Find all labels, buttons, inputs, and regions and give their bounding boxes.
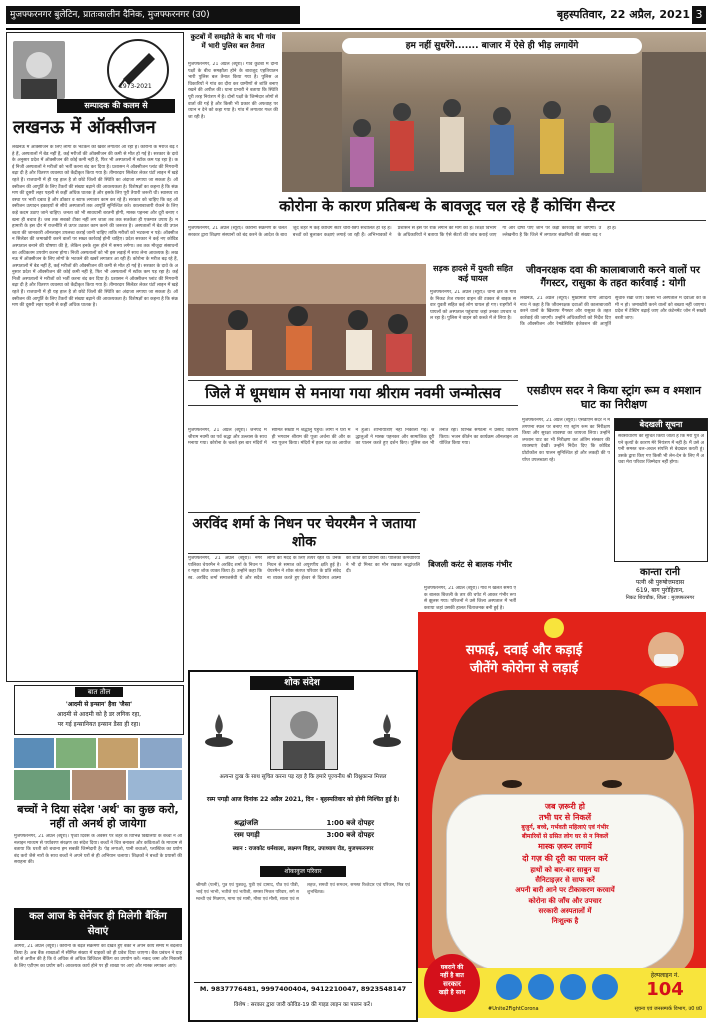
navami-headline: जिले में धूमधाम से मनाया गया श्रीराम नवमी जन्मोत्सव: [188, 380, 518, 406]
obituary-mourners-list: श्रीमती (पत्नी), पुत्र एवं पुत्रवधू, पुत्री एवं दामाद, पौत्र एवं पौत्री, भाई एवं भाभी, भतीजे एवं भतीजी, समस्त मित्तल परिवार, सगे सम्बन्धी एवं मित्रगण, मामा एवं मामी, मौसा एवं मौसी, साला एवं सलहज, समधी एवं समधन, समस्त रिश्तेदार एवं परिजन, मित्र एवं शुभचिंतक।: [196, 883, 410, 902]
child-photo-3: [98, 738, 138, 768]
ad-icon-mask: [528, 974, 554, 1000]
news1-body: मुजफ्फरनगर, 21 अप्रैल (ब्यूरो)। गांव कुटबा में दोनों पक्षों के बीच समझौता होने के बावजूद एहतियातन भारी पुलिस बल तैनात किया गया है। पुलिस अधिकारियों ने गांव का दौरा कर ग्रामीणों से शांति बनाए रखने की अपील की। थाना प्रभारी ने बताया कि स्थिति पूरी तरह नियंत्रण में है। दोनों पक्षों के जिम्मेदार लोगों से वार्ता की गई है और किसी भी प्रकार की अफवाह पर ध्यान न देने को कहा गया है। गांव में लगातार गश्त की जा रही है।: [188, 62, 278, 120]
mask-line: बीमारियों से ग्रसित लोग घर से न निकलें: [521, 833, 609, 840]
schedule-label: श्रद्धांजलि: [234, 819, 259, 827]
kanta-line-2: 619, बाग पुरोहितान,: [636, 587, 684, 594]
child-photo-6: [72, 770, 126, 800]
poem-title: बात तौल: [75, 687, 123, 697]
pooja-scene-illustration: [188, 264, 426, 376]
ad-bottom-strip: [418, 964, 706, 1018]
mask-line: सरकारी अस्पतालों में: [538, 907, 592, 915]
ad-hashtag: #Unite2FightCorona: [488, 1006, 539, 1012]
poem-line-3: पर गई इन्सानियत इन्सान डैसा ही रहा।: [57, 721, 141, 728]
obituary-date: रस्म पगड़ी आज दिनांक 22 अप्रैल 2021, दिन - बृहस्पतिवार को होनी निश्चित हुई है।: [206, 796, 400, 803]
editor-photo: [13, 41, 65, 99]
arvind-body: मुजफ्फरनगर, 21 अप्रैल (ब्यूरो)। नगर पालिका चेयरमैन ने अरविंद शर्मा के निधन पर गहरा शोक व्यक्त किया है। उन्होंने कहा कि स्व. अरविंद शर्मा समाजसेवी थे और सदैव लोगों की मदद के लिए तत्पर रहते थे। उनके निधन से समाज को अपूरणीय क्षति हुई है। चेयरमैन ने शोक संतप्त परिवार के प्रति संवेदना व्यक्त करते हुए ईश्वर से दिवंगत आत्मा की शांति की प्रार्थना की। पालिका कर्मचारियों ने भी दो मिनट का मौन रखकर श्रद्धांजलि दी।: [188, 556, 420, 581]
lamp-right-icon: [370, 708, 404, 756]
page-number: 3: [692, 6, 706, 24]
obituary-footer: विशेष : सरकार द्वारा जारी कोविड-19 की गाइड लाइन का पालन करें।: [233, 1002, 373, 1008]
ad-badge: [424, 954, 480, 1012]
schedule-value: 1:00 बजे दोपहर: [326, 819, 374, 827]
cm-photo: [628, 622, 702, 706]
child-photo-2: [56, 738, 96, 768]
bottom-left-body: आगरा, 21 अप्रैल (ब्यूरो)। कोरोना के बढ़ते संक्रमण को देखते हुए बैंकों ने अपने कार्य समय में बदलाव किया है। अब बैंक शाखाओं में सीमित संख्या में ग्राहकों को ही प्रवेश दिया जाएगा। बैंक प्रबंधन ने ग्राहकों से अपील की है कि वे अधिक से अधिक डिजिटल बैंकिंग का उपयोग करें। नकद जमा और निकासी के लिए एटीएम का प्रयोग करें। आवश्यक कार्य होने पर ही शाखा पर आएं और मास्क लगाकर आएं।: [14, 944, 182, 969]
obituary-venue: स्थान : राजकोट धर्मशाला, लक्ष्मण विहार, उपाध्याय रोड, मुजफ्फरनगर: [232, 846, 374, 852]
accident-body: मुजफ्फरनगर, 21 अप्रैल (ब्यूरो)। थाना क्षेत्र के गांव के निकट तेज रफ्तार वाहन की टक्कर से बाइक सवार युवती सहित कई लोग घायल हो गए। राहगीरों ने घायलों को अस्पताल पहुंचाया जहां उनका उपचार चल रहा है। पुलिस ने वाहन को कब्जे में ले लिया है।: [430, 290, 516, 322]
badge-line: घबराने की: [440, 964, 464, 971]
mask-line: हाथों को बार-बार साबुन या: [530, 866, 600, 874]
navami-body: मुजफ्फरनगर, 21 अप्रैल (ब्यूरो)। जनपद में श्रीराम नवमी का पर्व श्रद्धा और उल्लास के साथ मनाया गया। कोरोना के चलते इस बार मंदिरों में सीमित संख्या में श्रद्धालु पहुंचे। लोगों ने घरों में ही भगवान श्रीराम की पूजा अर्चना की और कन्या पूजन किया। मंदिरों में हवन यज्ञ का आयोजन हुआ। शोभायात्राएं नहीं निकाली गईं। श्रद्धालुओं ने मास्क पहनकर और सामाजिक दूरी का पालन करते हुए दर्शन किए। पुलिस बल भी तैनात रहा। विभिन्न संगठनों ने प्रसाद वितरण किया। भजन कीर्तन का कार्यक्रम ऑनलाइन आयोजित किया गया।: [188, 428, 518, 447]
child-photo-1: [14, 738, 54, 768]
obituary-mourners-title: शोकाकुल परिवार: [260, 866, 346, 877]
mask-line: मास्क ज़रूर लगायें: [538, 842, 592, 851]
notice-box: [614, 418, 708, 562]
accident-photo: [188, 264, 426, 376]
ad-emblem-icon: [544, 618, 564, 638]
market-photo: [282, 32, 706, 192]
yogi-headline: जीवनरक्षक दवा की कालाबाजारी करने वालों पर गैंगस्टर, रासुका के तहत कार्रवाई : योगी: [526, 265, 700, 289]
bottom-left-headline: कल आज के सेनेंजर ही मिलेगी बैंकिंग सेवाएं: [29, 911, 167, 937]
masthead-title: मुजफ्फरनगर बुलेटिन, प्रातःकालीन दैनिक, मुजफ्फरनगर (उ0): [6, 6, 300, 24]
issue-date: बृहस्पतिवार, 22 अप्रैल, 2021: [556, 8, 690, 21]
bijli-body: मुजफ्फरनगर, 21 अप्रैल (ब्यूरो)। गांव में खेलते समय एक बालक बिजली के तार की चपेट में आकर गंभीर रूप से झुलस गया। परिजनों ने उसे जिला अस्पताल में भर्ती कराया जहां उसकी हालत चिंताजनक बनी हुई है।: [424, 586, 516, 611]
kanta-line-1: पत्नी श्री पुरुषोत्तमदास: [635, 579, 685, 586]
mask-line: बुजुर्ग, बच्चे, गर्भवती महिलाएं एवं गंभीर: [521, 824, 609, 831]
mask-line: कोरोना की जाँच और उपचार: [528, 897, 602, 905]
deceased-photo: [270, 696, 338, 770]
obituary-schedule: [234, 818, 374, 841]
coaching-headline: कोरोना के कारण प्रतिबन्ध के बावजूद चल रहे हैं कोचिंग सैन्टर: [188, 196, 706, 221]
coaching-body: मुजफ्फरनगर, 21 अप्रैल (ब्यूरो)। कोरोना संक्रमण के चलते सरकार द्वारा शिक्षण संस्थानों को बंद करने के आदेश के बावजूद शहर में कई कोचिंग सेंटर चोरी-छिपे संचालित हो रहे हैं। बच्चों को बुलाकर कक्षाएं लगाई जा रही हैं। अभिभावकों ने प्रशासन से इस पर रोक लगाने की मांग की है। शिक्षा विभाग के अधिकारियों ने बताया कि ऐसे सेंटरों की जांच कराई जाएगी और दोषी पाए जाने पर कड़ी कार्रवाई की जाएगी। उल्लेखनीय है कि जिले में लगातार संक्रमितों की संख्या बढ़ रही है।: [188, 226, 617, 238]
children-body: मुजफ्फरनगर, 21 अप्रैल (ब्यूरो)। पृथ्वी दिवस के अवसर पर शहर के विभिन्न विद्यालयों के बच्चों ने ऑनलाइन माध्यम से पर्यावरण संरक्षण का संदेश दिया। बच्चों ने चित्र बनाकर और कविताओं के माध्यम से बताया कि धरती को बचाना हम सबकी जिम्मेदारी है। पेड़ लगाओ, पानी बचाओ, प्लास्टिक का प्रयोग बंद करो जैसे नारों के साथ बच्चों ने अपने घरों से ही अभियान चलाया। शिक्षकों ने बच्चों के प्रयासों की सराहना की।: [14, 834, 182, 866]
notice-title: बेदखली सूचना: [615, 419, 707, 431]
crowd-illustration: [282, 32, 706, 192]
poem-box: [14, 685, 184, 735]
mask-line: दो गज़ की दूरी का पालन करें: [522, 854, 608, 863]
child-eye-left: [502, 780, 522, 788]
schedule-value: 3:00 बजे दोपहर: [326, 831, 374, 839]
helpline-number: 104: [646, 979, 684, 1000]
obituary-title: शोक संदेश: [250, 676, 354, 690]
editorial-box: [6, 32, 184, 682]
mask-line: तभी घर से निकलें: [538, 813, 592, 822]
children-photos: [14, 738, 182, 800]
notice-body: सर्वसाधारण को सूचित किया जाता है कि मेरा पुत्र अपने कृत्यों के कारण मेरे नियंत्रण में नहीं है। मैं उसे अपनी समस्त चल-अचल संपत्ति से बेदखल करती हूं। उसके द्वारा किए गए किसी भी लेन-देन के लिए मैं अथवा मेरा परिवार जिम्मेदार नहीं होगा।: [618, 434, 704, 466]
deceased-portrait-icon: [271, 697, 337, 769]
masthead-strip: [6, 4, 706, 30]
arvind-headline: अरविंद शर्मा के निधन पर चेयरमैन ने जताया शोक: [188, 512, 420, 554]
bottom-left-headline-bar: [14, 908, 182, 940]
bijli-headline: बिजली करंट से बालक गंभीर: [428, 560, 512, 569]
obituary-box: [188, 670, 418, 1022]
lamp-left-icon: [202, 708, 236, 756]
ad-icon-sanitize: [496, 974, 522, 1000]
accident-headline: सड़क हादसे में युवती सहित कई घायल: [433, 264, 513, 283]
schedule-row: [234, 818, 374, 830]
ad-headline-2: जीतेंगे कोरोना से लड़ाई: [469, 661, 579, 676]
sdm-headline: एसडीएम सदर ने किया स्ट्रांग रूम व श्मशान घाट का निरीक्षण: [527, 384, 701, 411]
badge-line: नहीं है बात: [440, 972, 464, 979]
schedule-label: रस्म पगड़ी: [234, 831, 260, 839]
editorial-tag: सम्पादक की कलम से: [57, 99, 175, 113]
obituary-phone: M. 9837776481, 9997400404, 9412210047, 8923548147: [194, 982, 412, 993]
mask-line: अपनी बारी आने पर टीकाकरण करवायें: [515, 886, 615, 894]
child-photo-5: [14, 770, 70, 800]
children-headline: बच्चों ने दिया संदेश 'अर्थ' का कुछ करो, नहीं तो अनर्थ हो जायेगा: [17, 803, 179, 830]
mask-line: जब ज़रूरी हो: [545, 802, 585, 811]
pen-logo: [107, 39, 169, 101]
ad-credit: सूचना एवं जनसम्पर्क विभाग, उ0 प्र0: [634, 1006, 702, 1012]
editorial-body: लखनऊ में ऑक्सीजन के लिए लोगों के भटकने की खबरें लगातार आ रही हैं। कोरोना के मरीज बढ़ रहे हैं, अस्पतालों में बेड नहीं हैं, कई मरीजों की ऑक्सीजन की कमी से मौत हो गई है। सरकार के दावे के अनुसार प्रदेश में ऑक्सीजन की कोई कमी नहीं है, फिर भी अस्पतालों में स्टॉक कम पड़ रहा है। कई निजी अस्पतालों ने मरीजों को भर्ती करना बंद कर दिया है। प्रशासन ने ऑक्सीजन प्लांट की निगरानी बढ़ा दी है और वितरण व्यवस्था को केंद्रीकृत किया गया है। तीमारदार सिलेंडर लेकर घंटों लाइन में खड़े रहते हैं। राजधानी में ही यह हाल है तो छोटे जिलों की स्थिति का अंदाजा लगाया जा सकता है। ऑक्सीजन की आपूर्ति के लिए टैंकरों की संख्या बढ़ाने की आवश्यकता है। विशेषज्ञों का कहना है कि संक्रमण की दूसरी लहर पहली से कहीं अधिक घातक है और इसके लिए पूरी तैयारी जरूरी थी। स्वास्थ्य व्यवस्था पर भारी दबाव है और डॉक्टर व स्टाफ लगातार काम कर रहे हैं। सरकार को चाहिए कि वह ऑक्सीजन उत्पादन इकाइयों से सीधे अस्पतालों तक आपूर्ति सुनिश्चित करे। कालाबाजारी रोकने के लिए कड़े कदम उठाए जाने चाहिए। जनता को भी सावधानी बरतनी होगी, मास्क पहनना और दूरी बनाए रखना ही बचाव है। जब तक सबको टीका नहीं लग जाता तब तक सतर्कता ही एकमात्र उपाय है। महामारी के इस दौर में राजनीति से ऊपर उठकर काम करने की जरूरत है। अस्पतालों में बेड की उपलब्धता की जानकारी ऑनलाइन उपलब्ध कराई जानी चाहिए ताकि मरीजों को भटकना न पड़े। ऑक्सीजन सिलेंडर की जमाखोरी करने वालों पर सख्त कार्रवाई होनी चाहिए। प्रदेश सरकार ने कई नए कोविड अस्पताल बनाने की घोषणा की है, लेकिन इनके शुरू होने में समय लगेगा। तब तक मौजूदा संसाधनों का अधिकतम उपयोग करना होगा। निजी अस्पतालों को भी इस लड़ाई में साथ लेना आवश्यक है। लखनऊ में ऑक्सीजन के लिए लोगों के भटकने की खबरें लगातार आ रही हैं। कोरोना के मरीज बढ़ रहे हैं, अस्पतालों में बेड नहीं हैं, कई मरीजों की ऑक्सीजन की कमी से मौत हो गई है। सरकार के दावे के अनुसार प्रदेश में ऑक्सीजन की कोई कमी नहीं है, फिर भी अस्पतालों में स्टॉक कम पड़ रहा है। कई निजी अस्पतालों ने मरीजों को भर्ती करना बंद कर दिया है। प्रशासन ने ऑक्सीजन प्लांट की निगरानी बढ़ा दी है और वितरण व्यवस्था को केंद्रीकृत किया गया है। तीमारदार सिलेंडर लेकर घंटों लाइन में खड़े रहते हैं। राजधानी में ही यह हाल है तो छोटे जिलों की स्थिति का अंदाजा लगाया जा सकता है। ऑक्सीजन की आपूर्ति के लिए टैंकरों की संख्या बढ़ाने की आवश्यकता है। विशेषज्ञों का कहना है कि संक्रमण की दूसरी लहर पहली से कहीं अधिक घातक है।: [12, 145, 178, 309]
editor-portrait-icon: [13, 41, 65, 99]
logo-year: 1973-2021: [119, 83, 152, 90]
ad-icon-wash: [592, 974, 618, 1000]
kanta-box: [614, 566, 706, 606]
news1-headline: कुटबों में समझौते के बाद भी गांव में भारी पुलिस बल तैनात: [190, 33, 276, 50]
editorial-headline: लखनऊ में ऑक्सीजन: [13, 117, 156, 138]
mask-line: निःशुल्क है: [551, 917, 579, 925]
badge-line: सरकार: [443, 980, 461, 988]
child-eye-right: [602, 780, 622, 788]
mask-line: सैनिटाइज़र से साफ करें: [535, 876, 595, 884]
kanta-name: कान्ता रानी: [640, 567, 680, 578]
poem-line-2: आदमी से आदमी को है डर लगिक रहा,: [56, 711, 142, 718]
helpline-label: हेल्पलाइन नं.: [650, 972, 680, 979]
badge-line: खड़ी है साथ: [438, 989, 466, 996]
cm-portrait-icon: [628, 622, 702, 706]
child-photo-7: [128, 770, 182, 800]
covid-ad: [418, 612, 706, 1018]
child-hair: [452, 690, 674, 760]
market-photo-caption: हम नहीं सुधरेंगे....... बाजार में ऐसे ही भीड़ लगायेंगे: [342, 38, 642, 54]
schedule-row: [234, 830, 374, 841]
obituary-intro: अत्यन्त दुःख के साथ सूचित करना पड़ रहा है कि हमारे पूज्यनीय श्री विश्नुकान्त मित्तल: [219, 774, 387, 780]
child-photo-4: [140, 738, 182, 768]
poem-line-1: 'आदमी से इन्सान' हैवा 'जैसा': [65, 701, 133, 708]
kanta-line-3: निकट शिवचौक, जिला : मुजफ्फरनगर: [625, 595, 695, 601]
ad-icon-distance: [560, 974, 586, 1000]
ad-headline-1: सफाई, दवाई और कड़ाई: [465, 643, 583, 658]
sdm-body: मुजफ्फरनगर, 21 अप्रैल (ब्यूरो)। एसडीएम सदर ने मतगणना स्थल पर बनाए गए स्ट्रांग रूम का निरीक्षण किया और सुरक्षा व्यवस्था का जायजा लिया। उन्होंने श्मशान घाट का भी निरीक्षण कर अंतिम संस्कार की व्यवस्थाएं देखीं। उन्होंने निर्देश दिए कि कोविड प्रोटोकॉल का पालन सुनिश्चित हो और लकड़ी की पर्याप्त उपलब्धता रहे।: [522, 418, 610, 463]
yogi-body: लखनऊ, 21 अप्रैल (ब्यूरो)। मुख्यमंत्री योगी आदित्यनाथ ने कहा है कि जीवनरक्षक दवाओं की कालाबाजारी करने वालों के खिलाफ गैंगस्टर और रासुका के तहत कार्रवाई की जाएगी। उन्होंने अधिकारियों को निर्देश दिए कि ऑक्सीजन और रेमडेसिविर इंजेक्शन की आपूर्ति सुचारु रखी जाए। किसी भी अस्पताल में दवाओं की कमी न हो। जमाखोरी करने वालों को बख्शा नहीं जाएगा। प्रदेश में टेस्टिंग बढ़ाई जाए और कंटेनमेंट जोन में सख्ती बरती जाए।: [520, 296, 706, 328]
face-mask: [446, 794, 684, 972]
